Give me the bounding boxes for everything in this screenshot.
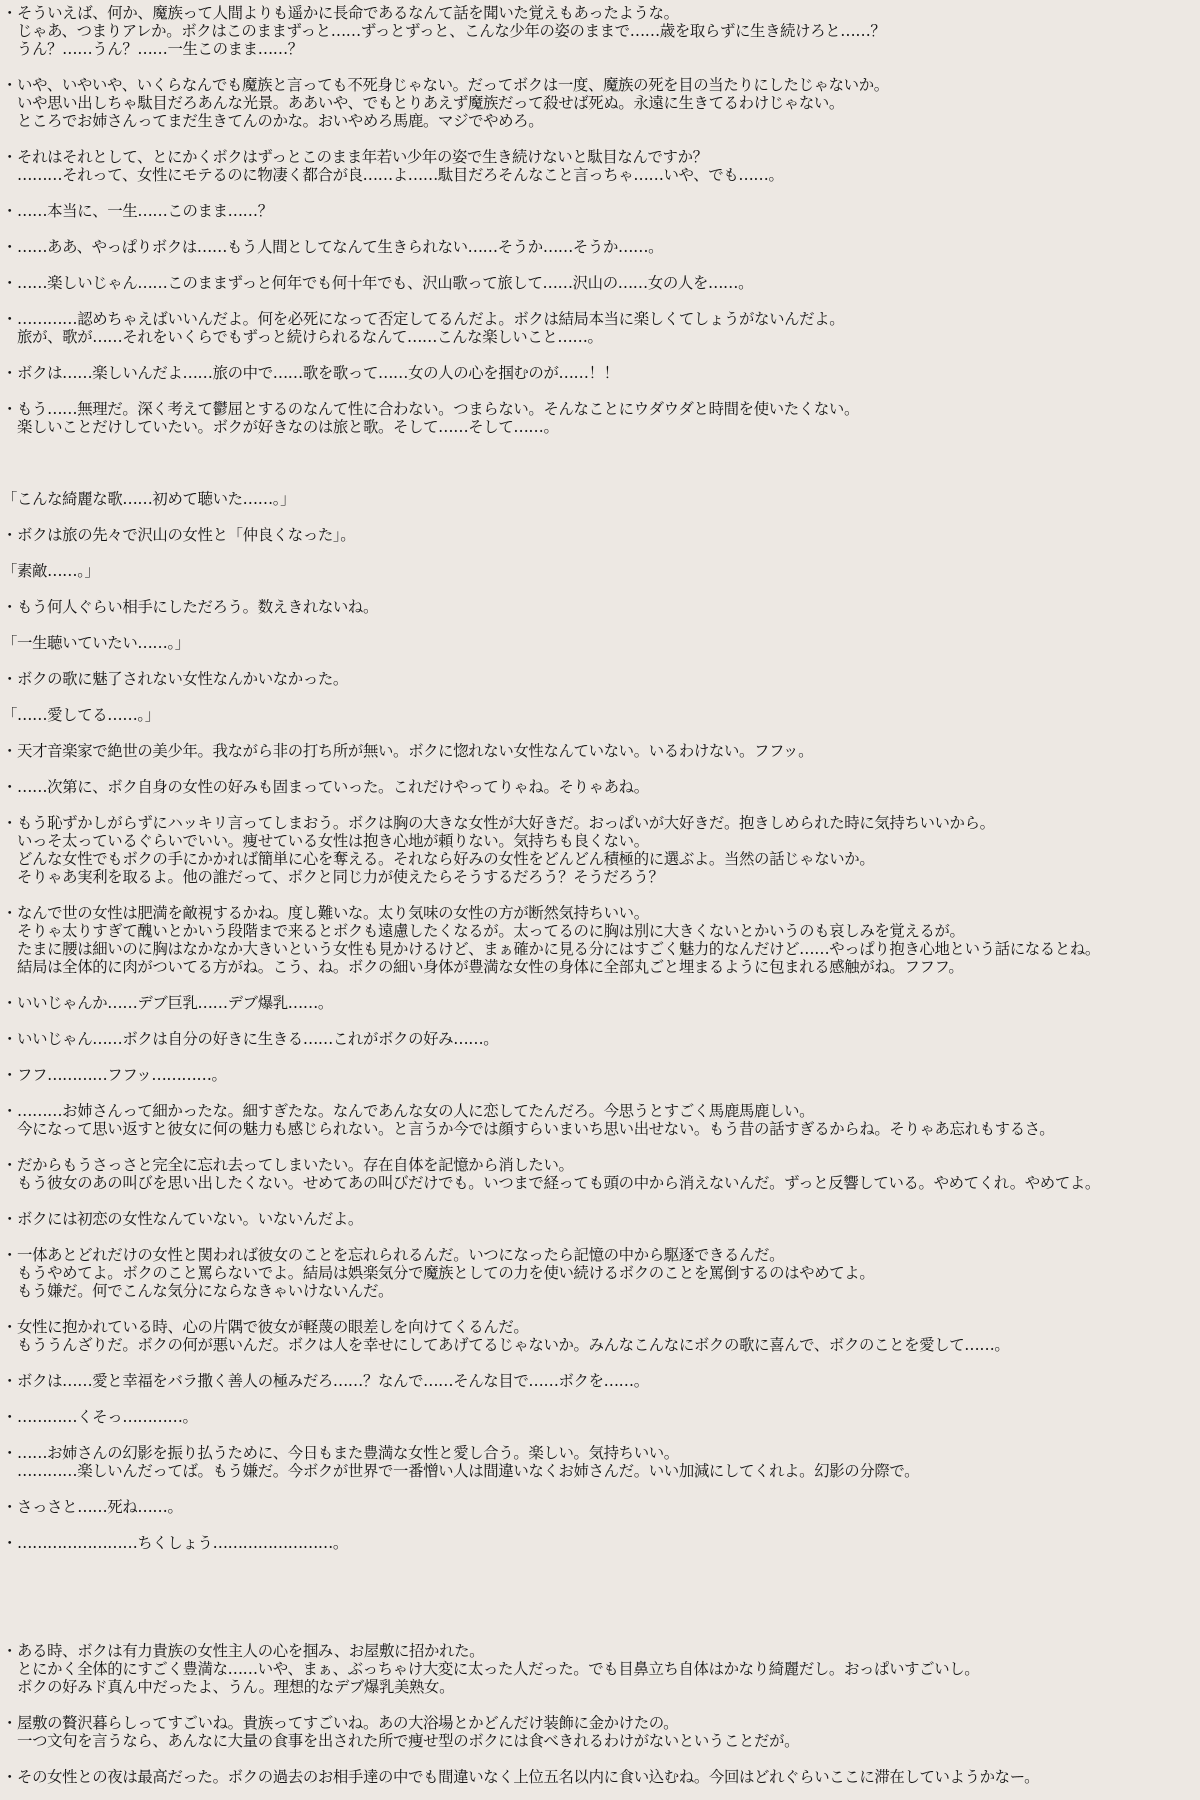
- text-line: ボクの好みド真ん中だったよ、うん。理想的なデブ爆乳美熟女。: [2, 1678, 455, 1696]
- text-line: うん？……うん？……一生このまま……？: [2, 40, 303, 58]
- text-line: 今になって思い返すと彼女に何の魅力も感じられない。と言うか今では顔すらいまいち思い出せない。もう昔の話すぎるからね。そりゃあ忘れもするさ。: [2, 1120, 1055, 1138]
- text-line: ・もう……無理だ。深く考えて鬱屈とするのなんて性に合わない。つまらない。そんなことにウダウダと時間を使いたくない。: [2, 400, 860, 418]
- text-line: じゃあ、つまりアレか。ボクはこのままずっと……ずっとずっと、こんな少年の姿のままで……歳を取らずに生き続けろと……？: [2, 22, 886, 40]
- text-paragraph: [2, 1318, 1198, 1354]
- text-line: ・もう恥ずかしがらずにハッキリ言ってしまおう。ボクは胸の大きな女性が大好きだ。おっぱいが大好きだ。抱きしめられた時に気持ちいいから。: [2, 814, 995, 832]
- text-paragraph: [2, 1030, 1198, 1048]
- text-line: いっそ太っているぐらいでいい。痩せている女性は抱き心地が頼りない。気持ちも良くない。: [2, 832, 649, 850]
- text-line: ・……本当に、一生……このまま……？: [2, 202, 273, 220]
- text-paragraph: [2, 148, 1198, 184]
- text-line: 「……愛してる……。」: [2, 706, 160, 724]
- text-line: 結局は全体的に肉がついてる方がね。こう、ね。ボクの細い身体が豊満な女性の身体に全部丸ごと埋まるように包まれる感触がね。フフフ。: [2, 958, 964, 976]
- text-paragraph: [2, 526, 1198, 544]
- text-line: ・…………認めちゃえばいいんだよ。何を必死になって否定してるんだよ。ボクは結局本当に楽しくてしょうがないんだよ。: [2, 310, 845, 328]
- text-paragraph: [2, 1066, 1198, 1084]
- section-break: [2, 454, 1198, 490]
- text-line: ・………お姉さんって細かったな。細すぎたな。なんであんな女の人に恋してたんだろ。今思うとすごく馬鹿馬鹿しい。: [2, 1102, 815, 1120]
- text-paragraph: [2, 400, 1198, 436]
- text-paragraph: [2, 994, 1198, 1012]
- text-paragraph: [2, 904, 1198, 976]
- text-paragraph: [2, 202, 1198, 220]
- text-line: もううんざりだ。ボクの何が悪いんだ。ボクは人を幸せにしてあげてるじゃないか。みんなこんなにボクの歌に喜んで、ボクのことを愛して……。: [2, 1336, 1010, 1354]
- text-paragraph: [2, 1498, 1198, 1516]
- text-paragraph: [2, 1714, 1198, 1750]
- text-line: ・いや、いやいや、いくらなんでも魔族と言っても不死身じゃない。だってボクは一度、魔族の死を目の当たりにしたじゃないか。: [2, 76, 889, 94]
- text-line: ・……楽しいじゃん……このままずっと何年でも何十年でも、沢山歌って旅して……沢山の……女の人を……。: [2, 274, 754, 292]
- text-paragraph: [2, 1768, 1198, 1786]
- text-line: ・ボクには初恋の女性なんていない。いないんだよ。: [2, 1210, 363, 1228]
- text-line: 旅が、歌が……それをいくらでもずっと続けられるなんて……こんな楽しいこと……。: [2, 328, 603, 346]
- text-line: 楽しいことだけしていたい。ボクが好きなのは旅と歌。そして……そして……。: [2, 418, 559, 436]
- section-break: [2, 1570, 1198, 1642]
- text-line: ・……ああ、やっぱりボクは……もう人間としてなんて生きられない……そうか……そうか……。: [2, 238, 664, 256]
- text-paragraph: [2, 1408, 1198, 1426]
- text-line: ・一体あとどれだけの女性と関われば彼女のことを忘れられるんだ。いつになったら記憶の中から駆逐できるんだ。: [2, 1246, 785, 1264]
- text-line: たまに腰は細いのに胸はなかなか大きいという女性も見かけるけど、まぁ確かに見る分にはすごく魅力的なんだけど……やっぱり抱き心地という話になるとね。: [2, 940, 1100, 958]
- text-line: ・いいじゃん……ボクは自分の好きに生きる……これがボクの好み……。: [2, 1030, 499, 1048]
- text-line: ・天才音楽家で絶世の美少年。我ながら非の打ち所が無い。ボクに惚れない女性なんていない。いるわけない。フフッ。: [2, 742, 814, 760]
- text-paragraph: [2, 1444, 1198, 1480]
- text-line: ・……………………ちくしょう……………………。: [2, 1534, 348, 1552]
- text-paragraph: [2, 598, 1198, 616]
- text-line: ………それって、女性にモテるのに物凄く都合が良……よ……駄目だろそんなこと言っちゃ……いや、でも……。: [2, 166, 784, 184]
- text-paragraph: [2, 670, 1198, 688]
- text-paragraph: [2, 274, 1198, 292]
- text-line: どんな女性でもボクの手にかかれば簡単に心を奪える。それなら好みの女性をどんどん積極的に選ぶよ。当然の話じゃないか。: [2, 850, 875, 868]
- text-paragraph: [2, 778, 1198, 796]
- text-paragraph: [2, 814, 1198, 886]
- text-paragraph: [2, 634, 1198, 652]
- text-line: そりゃあ実利を取るよ。他の誰だって、ボクと同じ力が使えたらそうするだろう？そうだろう？: [2, 868, 664, 886]
- text-line: ・もう何人ぐらい相手にしただろう。数えきれないね。: [2, 598, 379, 616]
- text-line: ・…………くそっ…………。: [2, 1408, 198, 1426]
- text-line: いや思い出しちゃ駄目だろあんな光景。ああいや、でもとりあえず魔族だって殺せば死ぬ。永遠に生きてるわけじゃない。: [2, 94, 844, 112]
- text-line: 一つ文句を言うなら、あんなに大量の食事を出された所で痩せ型のボクには食べきれるわけがないということだが。: [2, 1732, 800, 1750]
- text-line: ・それはそれとして、とにかくボクはずっとこのまま年若い少年の姿で生き続けないと駄目なんですか？: [2, 148, 708, 166]
- text-paragraph: [2, 1534, 1198, 1552]
- text-line: ・女性に抱かれている時、心の片隅で彼女が軽蔑の眼差しを向けてくるんだ。: [2, 1318, 529, 1336]
- text-line: ・屋敷の贅沢暮らしってすごいね。貴族ってすごいね。あの大浴場とかどんだけ装飾に金かけたの。: [2, 1714, 679, 1732]
- text-line: そりゃ太りすぎて醜いとかいう段階まで来るとボクも遠慮したくなるが。太ってるのに胸は別に大きくないとかいうのも哀しみを覚えるが。: [2, 922, 965, 940]
- text-line: ところでお姉さんってまだ生きてんのかな。おいやめろ馬鹿。マジでやめろ。: [2, 112, 544, 130]
- text-line: ・ボクは旅の先々で沢山の女性と「仲良くなった」。: [2, 526, 356, 544]
- text-paragraph: [2, 1372, 1198, 1390]
- text-paragraph: [2, 310, 1198, 346]
- text-line: ・そういえば、何か、魔族って人間よりも遥かに長命であるなんて話を聞いた覚えもあったような。: [2, 4, 679, 22]
- text-line: もう嫌だ。何でこんな気分にならなきゃいけないんだ。: [2, 1282, 394, 1300]
- text-line: ・ボクは……愛と幸福をバラ撒く善人の極みだろ……？なんで……そんな目で……ボクを……。: [2, 1372, 649, 1390]
- text-paragraph: [2, 364, 1198, 382]
- text-line: ・……次第に、ボク自身の女性の好みも固まっていった。これだけやってりゃね。そりゃあね。: [2, 778, 649, 796]
- text-paragraph: [2, 76, 1198, 130]
- text-line: ・ボクは……楽しいんだよ……旅の中で……歌を歌って……女の人の心を掴むのが……！！: [2, 364, 619, 382]
- text-paragraph: [2, 490, 1198, 508]
- text-line: ・さっさと……死ね……。: [2, 1498, 183, 1516]
- text-line: ・いいじゃんか……デブ巨乳……デブ爆乳……。: [2, 994, 333, 1012]
- text-paragraph: [2, 4, 1198, 58]
- text-paragraph: [2, 1642, 1198, 1696]
- text-paragraph: [2, 1246, 1198, 1300]
- text-paragraph: [2, 238, 1198, 256]
- text-line: ・……お姉さんの幻影を振り払うために、今日もまた豊満な女性と愛し合う。楽しい。気持ちいい。: [2, 1444, 679, 1462]
- text-paragraph: [2, 1102, 1198, 1138]
- text-line: ・なんで世の女性は肥満を敵視するかね。度し難いな。太り気味の女性の方が断然気持ちいい。: [2, 904, 649, 922]
- text-paragraph: [2, 1156, 1198, 1192]
- text-paragraph: [2, 1210, 1198, 1228]
- text-line: もうやめてよ。ボクのこと罵らないでよ。結局は娯楽気分で魔族としての力を使い続けるボクのことを罵倒するのはやめてよ。: [2, 1264, 875, 1282]
- text-line: ・ある時、ボクは有力貴族の女性主人の心を掴み、お屋敷に招かれた。: [2, 1642, 485, 1660]
- text-line: とにかく全体的にすごく豊満な……いや、まぁ、ぶっちゃけ大変に太った人だった。でも目鼻立ち自体はかなり綺麗だし。おっぱいすごいし。: [2, 1660, 980, 1678]
- text-paragraph: [2, 742, 1198, 760]
- text-line: 「素敵……。」: [2, 562, 100, 580]
- text-line: ・ボクの歌に魅了されない女性なんかいなかった。: [2, 670, 348, 688]
- text-line: 「一生聴いていたい……。」: [2, 634, 190, 652]
- text-line: ・フフ…………フフッ…………。: [2, 1066, 227, 1084]
- text-line: もう彼女のあの叫びを思い出したくない。せめてあの叫びだけでも。いつまで経っても頭の中から消えないんだ。ずっと反響している。やめてくれ。やめてよ。: [2, 1174, 1100, 1192]
- text-line: ・その女性との夜は最高だった。ボクの過去のお相手達の中でも間違いなく上位五名以内に食い込むね。今回はどれぐらいここに滞在していようかなー。: [2, 1768, 1040, 1786]
- text-line: …………楽しいんだってば。もう嫌だ。今ボクが世界で一番憎い人は間違いなくお姉さんだ。いい加減にしてくれよ。幻影の分際で。: [2, 1462, 920, 1480]
- text-paragraph: [2, 706, 1198, 724]
- text-paragraph: [2, 562, 1198, 580]
- text-line: ・だからもうさっさと完全に忘れ去ってしまいたい。存在自体を記憶から消したい。: [2, 1156, 574, 1174]
- text-line: 「こんな綺麗な歌……初めて聴いた……。」: [2, 490, 296, 508]
